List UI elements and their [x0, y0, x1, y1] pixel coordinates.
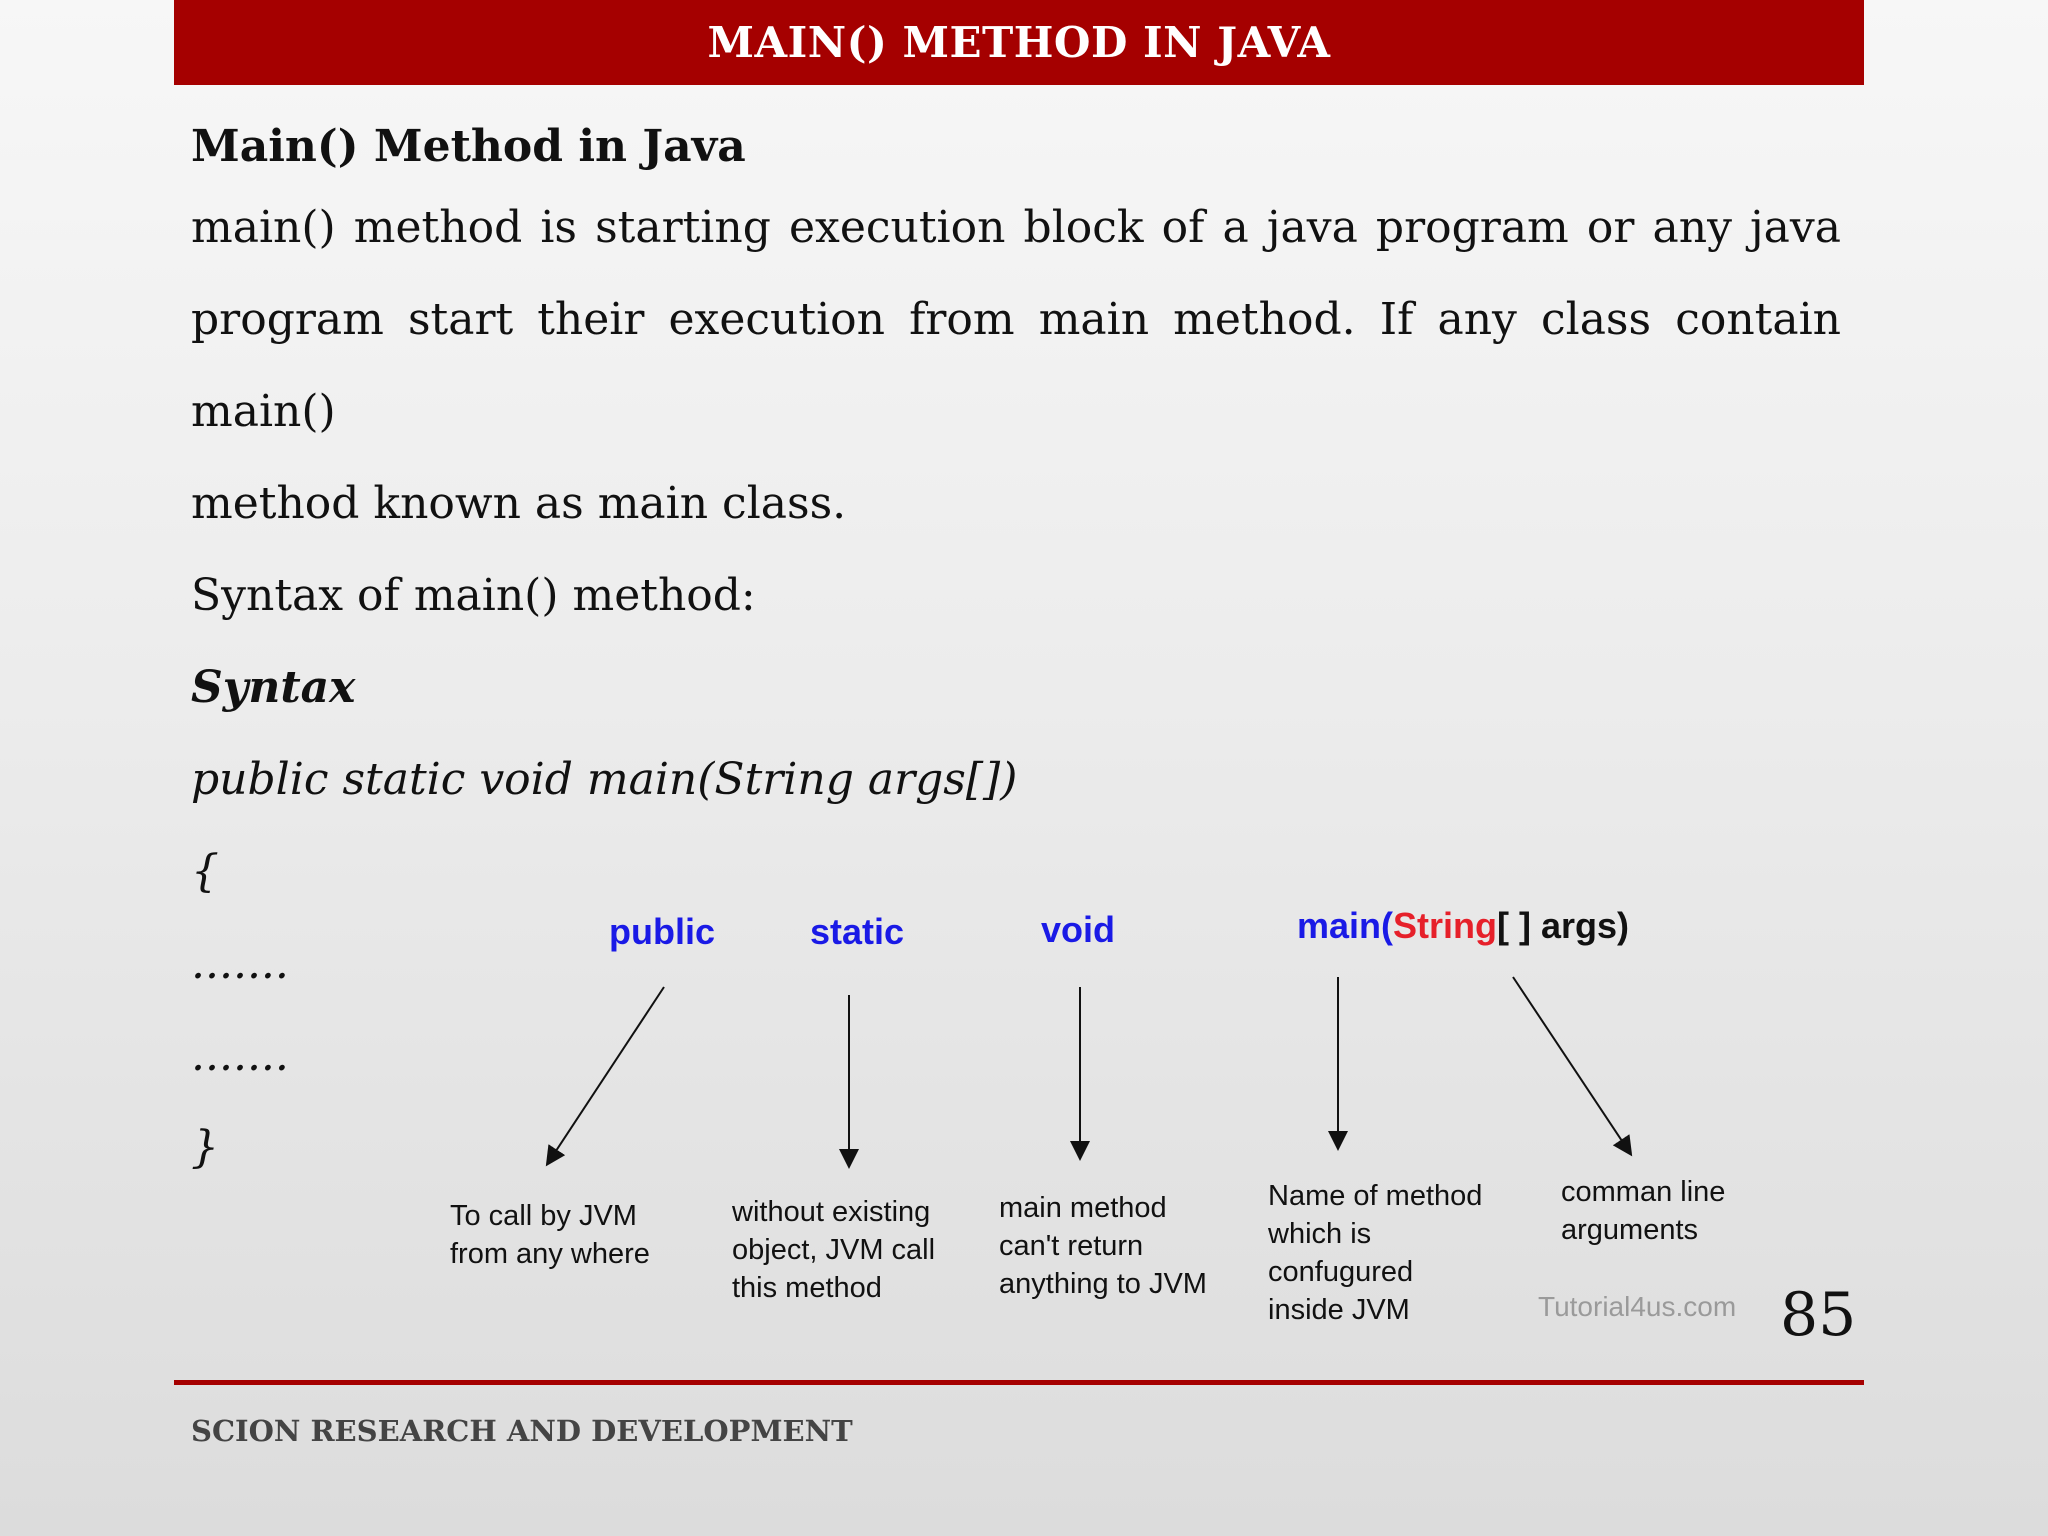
paragraph-line-1: main() method is starting execution block of a java program or any java [191, 202, 1841, 253]
main-method-diagram [430, 895, 1780, 1355]
code-line-signature: public static void main(String args[]) [191, 754, 1018, 805]
paragraph-line-3: method known as main class. [191, 478, 847, 529]
desc-public: To call by JVM from any where [450, 1200, 650, 1270]
keyword-string: String [1393, 905, 1498, 946]
content-heading: Main() Method in Java [191, 121, 746, 172]
main-signature [1297, 905, 1629, 947]
code-line-dots-2: ....... [191, 1030, 289, 1081]
keyword-static: static [810, 911, 905, 952]
code-line-close-brace: } [191, 1122, 219, 1173]
syntax-intro: Syntax of main() method: [191, 570, 756, 621]
header-bar [174, 0, 1864, 85]
paragraph-line-2: program start their execution from main method. If any class contain main() [191, 294, 1841, 437]
desc-static: without existing object, JVM call this method [732, 1196, 936, 1304]
code-line-dots-1: ....... [191, 938, 289, 989]
keyword-main: main( [1297, 905, 1394, 946]
keyword-public: public [609, 911, 715, 952]
syntax-label: Syntax [191, 662, 356, 713]
watermark-text: Tutorial4us.com [1538, 1291, 1737, 1322]
arrow-public [548, 987, 664, 1163]
desc-main: Name of method which is confugured inside JVM [1268, 1180, 1483, 1326]
footer-divider [174, 1380, 1864, 1385]
slide-title: MAIN() METHOD IN JAVA [707, 18, 1331, 67]
desc-void: main method can't return anything to JVM [999, 1192, 1207, 1300]
keyword-void: void [1041, 909, 1116, 950]
page-number: 85 [1780, 1280, 1857, 1350]
keyword-args: [ ] args) [1497, 905, 1630, 946]
arrow-args [1513, 977, 1630, 1153]
footer-organization: SCION RESEARCH AND DEVELOPMENT [191, 1414, 853, 1448]
desc-args: comman line arguments [1561, 1176, 1726, 1246]
code-line-open-brace: { [191, 846, 219, 897]
